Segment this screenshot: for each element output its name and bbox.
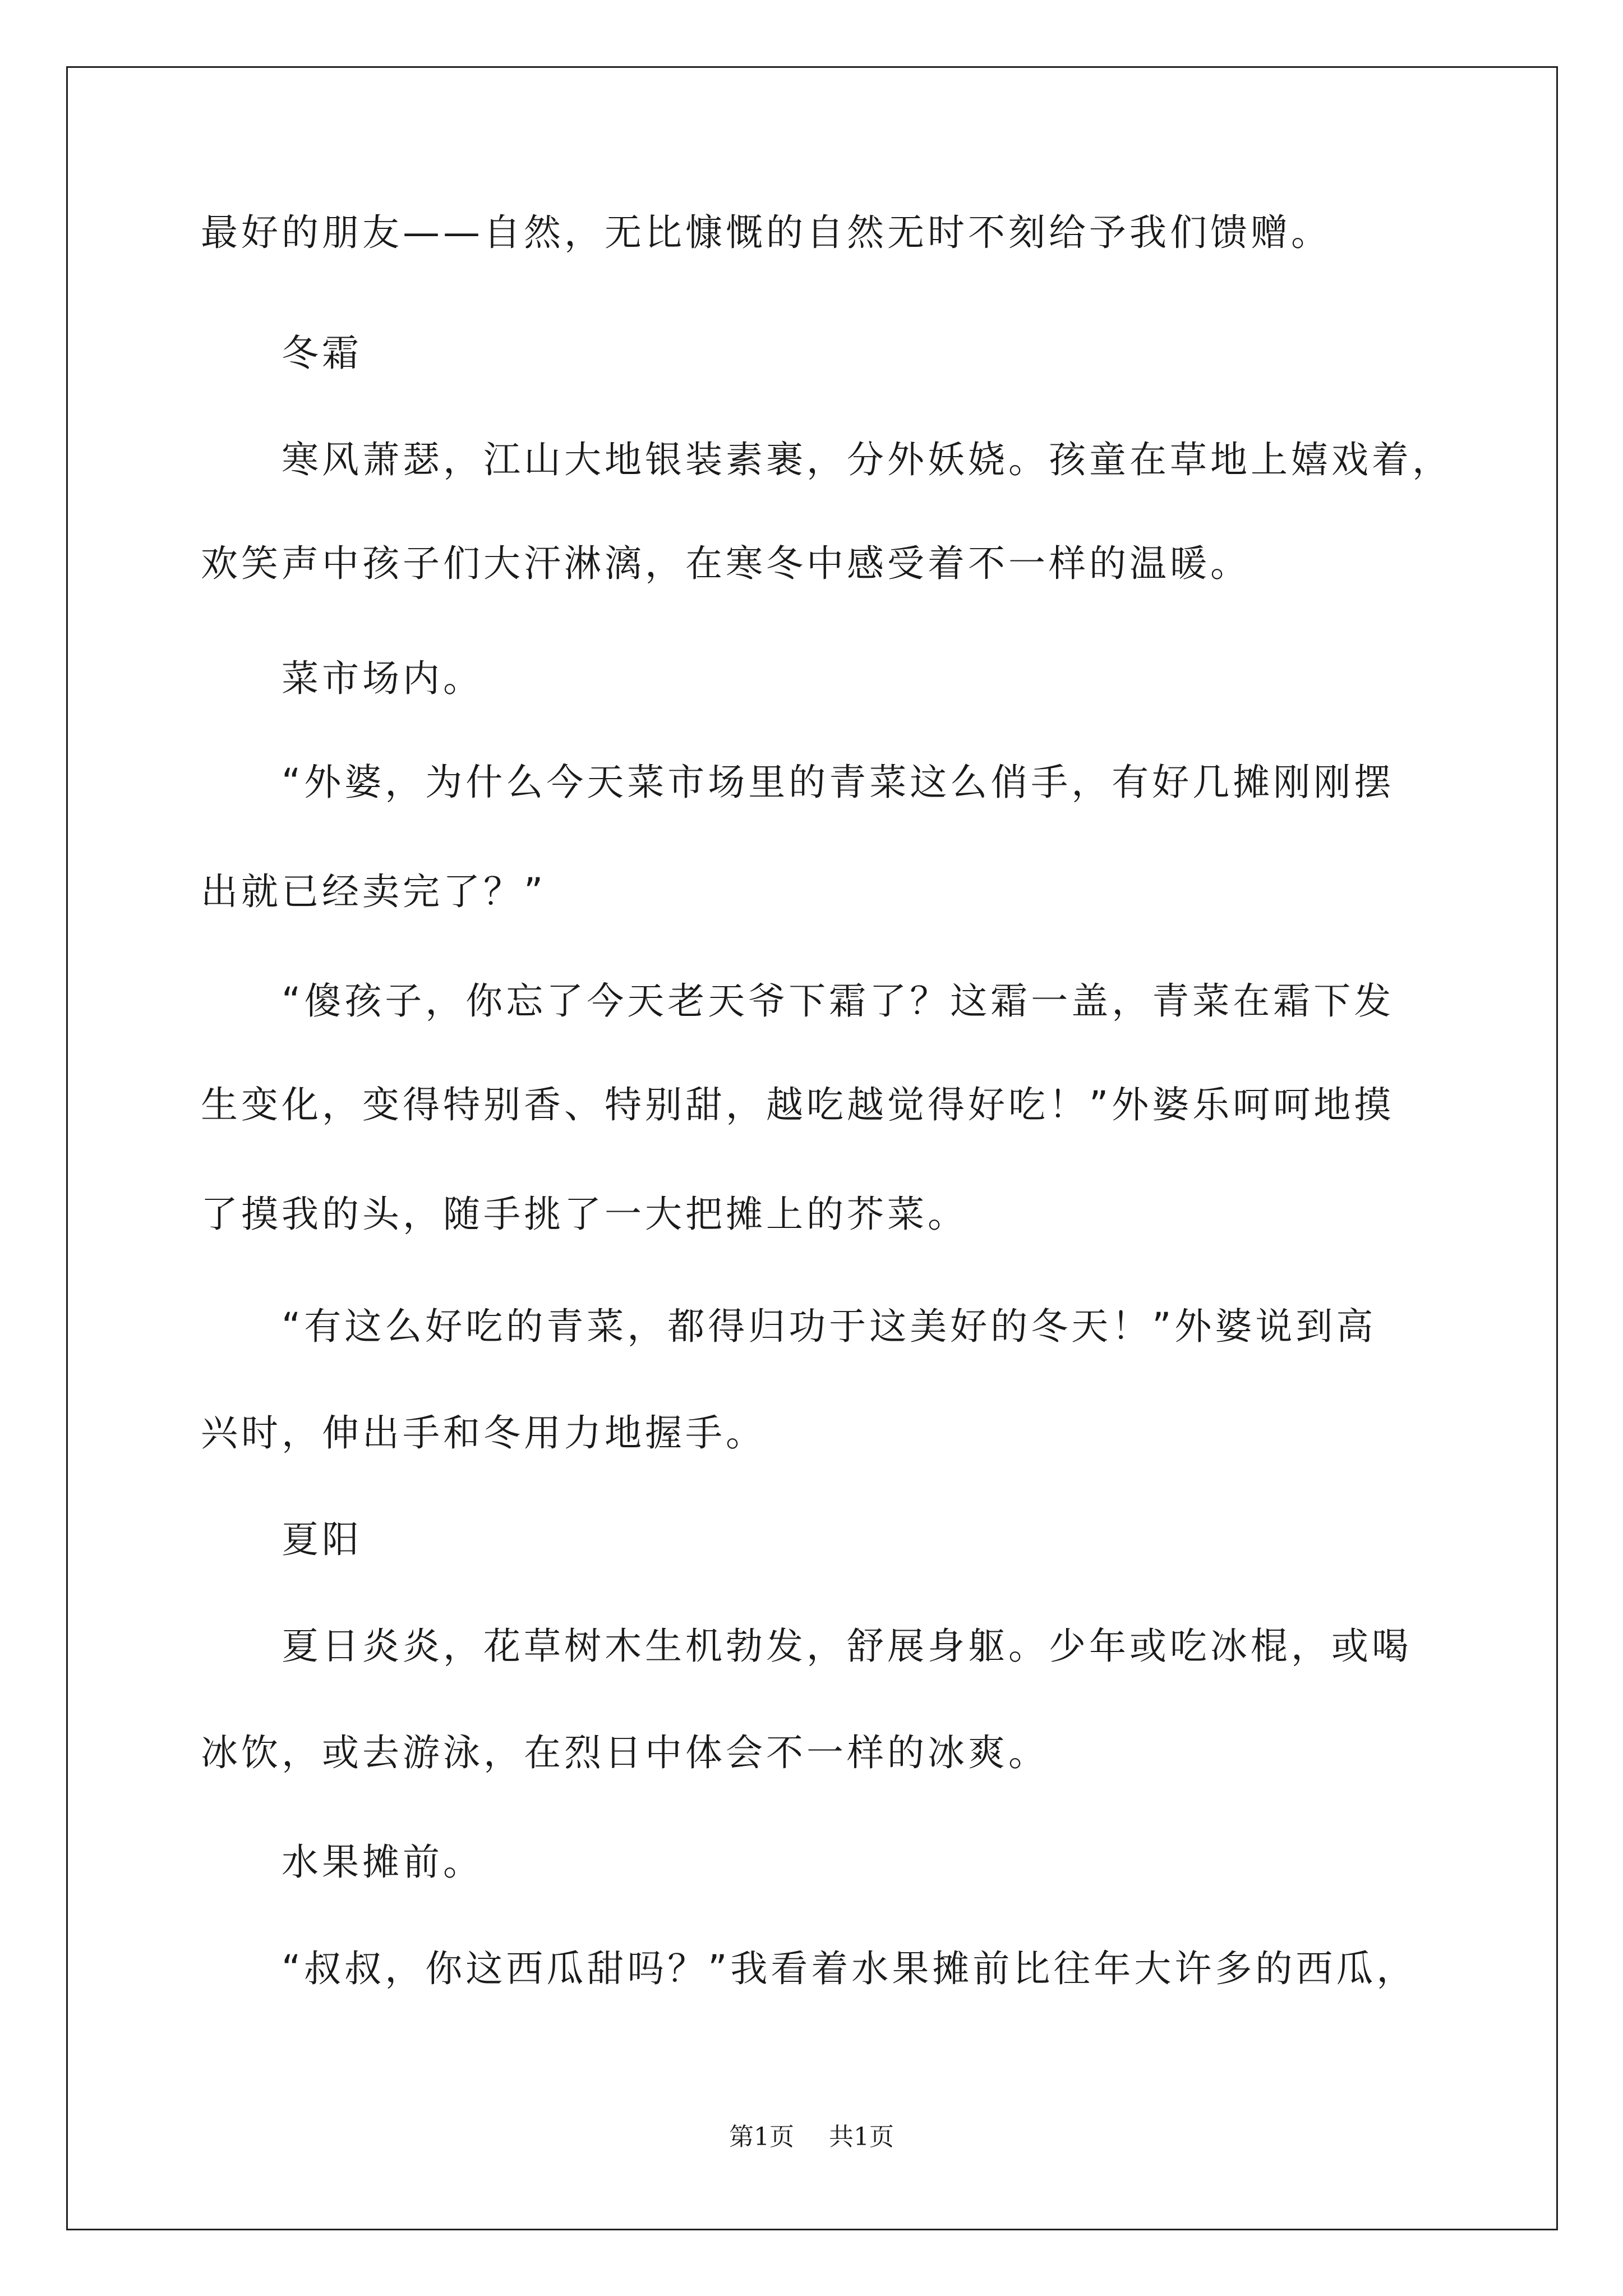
page-footer	[0, 2120, 1623, 2154]
text-line: 冰饮，或去游泳，在烈日中体会不一样的冰爽。	[201, 1731, 1049, 1774]
page-border	[66, 66, 1558, 2230]
text-line: 菜市场内。	[282, 657, 483, 700]
text-line: 生变化，变得特别香、特别甜，越吃越觉得好吃！”外婆乐呵呵地摸	[201, 1083, 1395, 1126]
page-total: 共1页	[829, 2123, 894, 2151]
text-line: “叔叔，你这西瓜甜吗？”我看着水果摊前比往年大许多的西瓜，	[282, 1947, 1417, 1990]
text-line: 夏日炎炎，花草树木生机勃发，舒展身躯。少年或吃冰棍，或喝	[282, 1625, 1412, 1668]
text-line: 欢笑声中孩子们大汗淋漓，在寒冬中感受着不一样的温暖。	[201, 542, 1251, 585]
text-line: “傻孩子，你忘了今天老天爷下霜了？这霜一盖，青菜在霜下发	[282, 979, 1395, 1023]
text-line: 出就已经卖完了？”	[201, 870, 547, 913]
text-line: “有这么好吃的青菜，都得归功于这美好的冬天！”外婆说到高	[282, 1305, 1377, 1348]
page-number: 第1页	[729, 2123, 794, 2151]
text-line: 水果摊前。	[282, 1841, 483, 1884]
text-line: 寒风萧瑟，江山大地银装素裹，分外妖娆。孩童在草地上嬉戏着，	[282, 438, 1453, 481]
text-line: 了摸我的头，随手挑了一大把摊上的芥菜。	[201, 1193, 968, 1236]
section-heading: 冬霜	[282, 332, 362, 375]
text-line: 兴时，伸出手和冬用力地握手。	[201, 1411, 766, 1455]
text-line: 最好的朋友——自然，无比慷慨的自然无时不刻给予我们馈赠。	[201, 211, 1331, 254]
text-line: “外婆，为什么今天菜市场里的青菜这么俏手，有好几摊刚刚摆	[282, 761, 1395, 804]
section-heading: 夏阳	[282, 1518, 362, 1561]
